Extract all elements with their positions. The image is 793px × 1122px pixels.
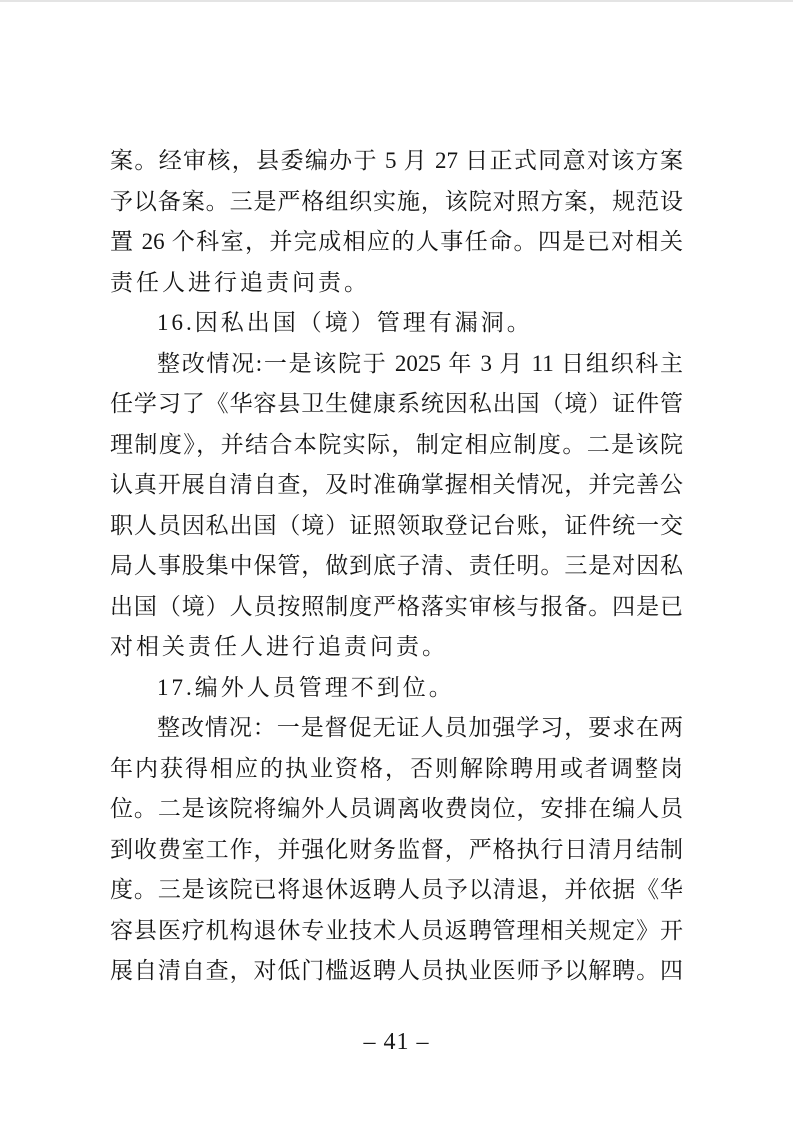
text-line: 局人事股集中保管，做到底子清、责任明。三是对因私 xyxy=(110,553,683,578)
text-line: 展自清自查，对低门槛返聘人员执业医师予以解聘。四 xyxy=(110,958,683,983)
text-line: 容县医疗机构退休专业技术人员返聘管理相关规定》开 xyxy=(110,917,683,943)
text-line: 对相关责任人进行追责问责。 xyxy=(110,634,448,659)
text-line: 任学习了《华容县卫生健康系统因私出国（境）证件管 xyxy=(110,391,683,416)
text-line: 认真开展自清自查，及时准确掌握相关情况，并完善公 xyxy=(110,472,683,497)
issue-heading-line: 16.因私出国（境）管理有漏洞。 xyxy=(157,310,533,335)
text-line: 度。三是该院已将退休返聘人员予以清退，并依据《华 xyxy=(110,877,683,902)
document-body xyxy=(110,141,683,992)
text-line: 职人员因私出国（境）证照领取登记台账，证件统一交 xyxy=(110,512,683,538)
text-line: 理制度》，并结合本院实际，制定相应制度。二是该院 xyxy=(110,431,683,457)
text-line: 位。二是该院将编外人员调离收费岗位，安排在编人员 xyxy=(110,796,683,821)
text-line: 责任人进行追责问责。 xyxy=(110,269,370,295)
text-line: 整改情况:一是该院于 2025 年 3 月 11 日组织科主 xyxy=(157,350,683,376)
text-line: 案。经审核，县委编办于 5 月 27 日正式同意对该方案 xyxy=(110,148,683,173)
page-number: – 41 – xyxy=(363,1029,430,1055)
issue-heading-line: 17.编外人员管理不到位。 xyxy=(157,674,455,700)
text-line: 置 26 个科室，并完成相应的人事任命。四是已对相关 xyxy=(110,229,683,254)
scan-edge-artifact xyxy=(0,0,793,2)
text-line: 整改情况：一是督促无证人员加强学习，要求在两 xyxy=(157,715,683,740)
text-line: 出国（境）人员按照制度严格落实审核与报备。四是已 xyxy=(110,593,683,619)
text-line: 到收费室工作，并强化财务监督，严格执行日清月结制 xyxy=(110,836,683,862)
text-line: 年内获得相应的执业资格，否则解除聘用或者调整岗 xyxy=(110,755,683,781)
text-line: 予以备案。三是严格组织实施，该院对照方案，规范设 xyxy=(110,188,683,214)
